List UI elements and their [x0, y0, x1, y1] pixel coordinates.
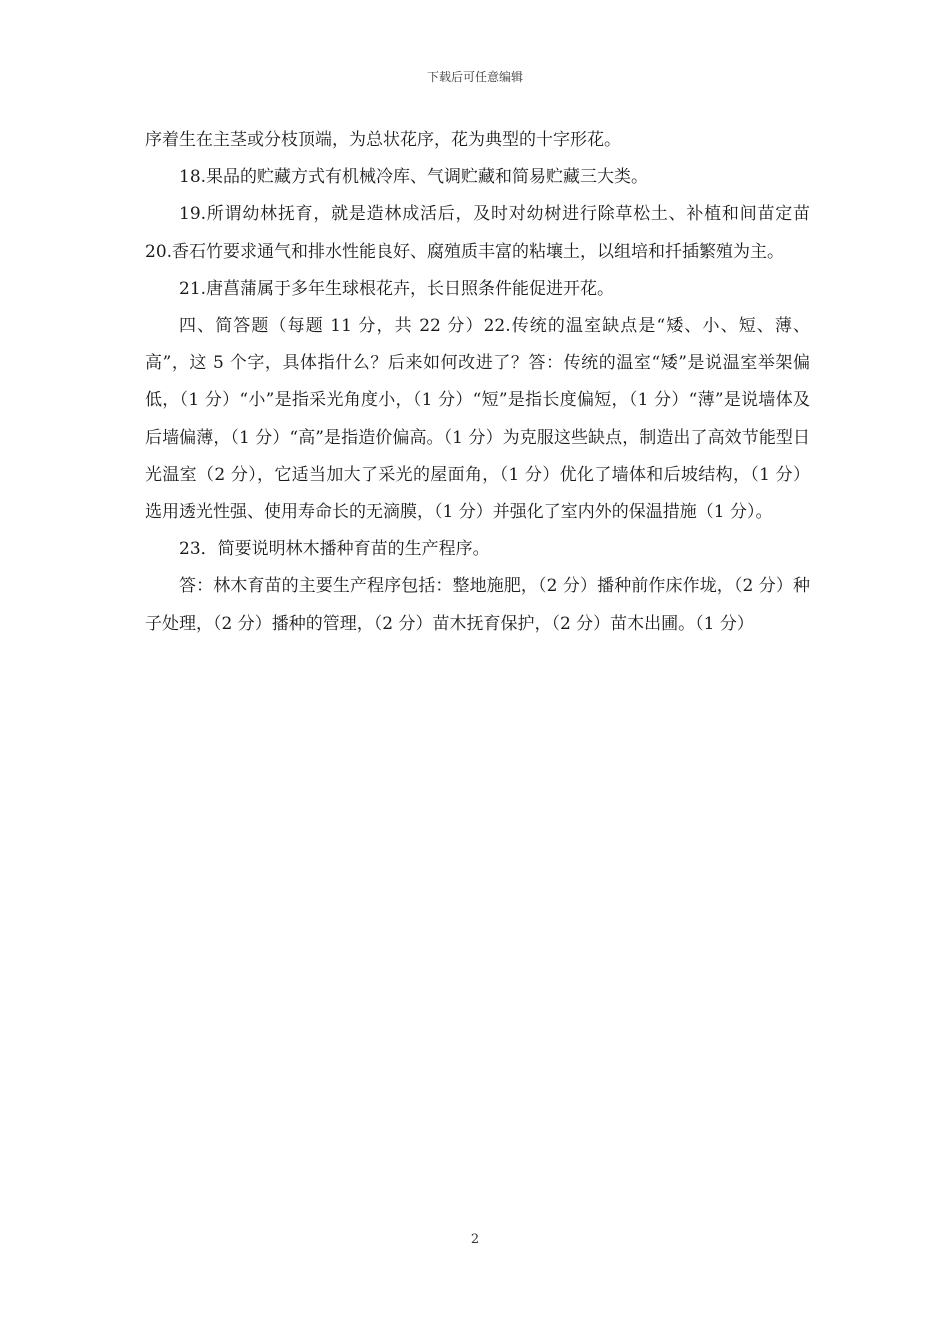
paragraph-item-18: 18.果品的贮藏方式有机械冷库、气调贮藏和简易贮藏三大类。: [179, 167, 649, 188]
paragraph-section-four-item-22: 四、简答题（每题 11 分，共 22 分）22.传统的温室缺点是“矮、小、短、薄、高”，这 5 个字，具体指什么？后来如何改进了？答：传统的温室“矮”是说温室举架偏低，（1 分）“小”是指采光角度小，（1 分）“短”是指长度偏短，（1 分）“薄”是说墙体及后墙偏薄，（1 分）“高”是指造价偏高。（1 分）为克服这些缺点，制造出了高效节能型日光温室（2 分），它适当加大了采光的屋面角，（1 分）优化了墙体和后坡结构，（1 分）选用透光性强、使用寿命长的无滴膜，（1 分）并强化了室内外的保温措施（1 分）。: [145, 316, 810, 523]
document-body: [145, 122, 810, 643]
paragraph-item-21: 21.唐菖蒲属于多年生球根花卉，长日照条件能促进开花。: [179, 278, 615, 299]
paragraph-continuation: 序着生在主茎或分枝顶端，为总状花序，花为典型的十字形花。: [145, 130, 621, 150]
page-number: 2: [470, 1232, 480, 1247]
paragraph-item-23-question: 23．简要说明林木播种育苗的生产程序。: [179, 539, 490, 560]
paragraph-item-19-20: 19.所谓幼林抚育，就是造林成活后，及时对幼树进行除草松土、补植和间苗定苗 20.香石竹要求通气和排水性能良好、腐殖质丰富的粘壤土，以组培和扦插繁殖为主。: [145, 204, 810, 262]
page-header: 下载后可任意编辑: [426, 70, 523, 84]
paragraph-item-23-answer: 答：林木育苗的主要生产程序包括：整地施肥，（2 分）播种前作床作垅，（2 分）种子处理，（2 分）播种的管理，（2 分）苗木抚育保护，（2 分）苗木出圃。（1 分）: [145, 576, 810, 634]
